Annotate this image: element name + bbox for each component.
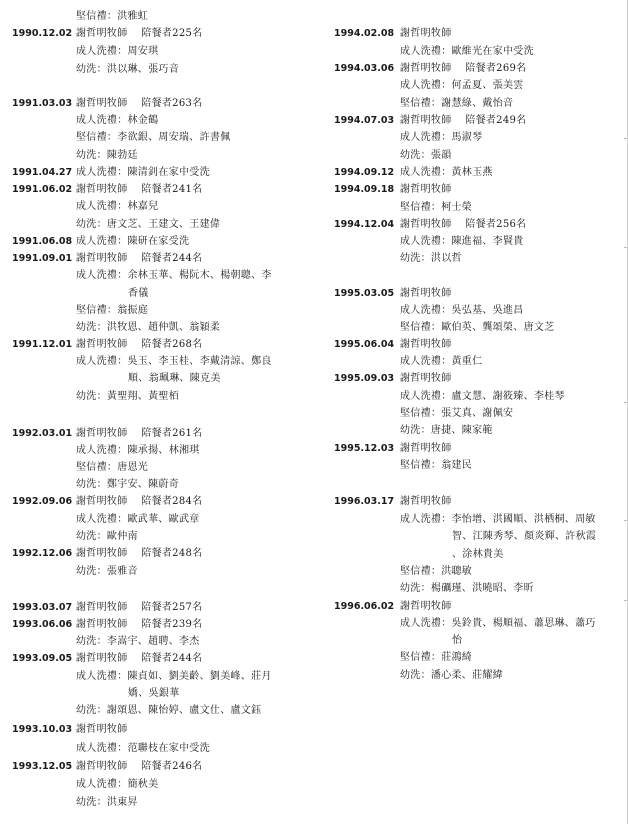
entry-text: 成人洗禮：陳貞如、劉美齡、劉美峰、莊月 <box>76 671 272 682</box>
entry-date: 1996.03.17 <box>334 496 395 507</box>
entry-text: 謝哲明牧師 <box>400 28 452 39</box>
entry-text: 幼洗：鄭宇安、陳蔚奇 <box>76 479 179 490</box>
entry-text: 謝哲明牧師 陪餐者263名 <box>76 98 203 109</box>
entry-text: 謝哲明牧師 陪餐者241名 <box>76 184 203 195</box>
scan-mark <box>624 520 627 521</box>
entry-text: 幼洗：黃聖翔、黃聖栢 <box>76 391 179 402</box>
entry-text: 謝哲明牧師 <box>400 288 452 299</box>
entry-date: 1991.12.01 <box>12 339 73 350</box>
entry-text: 成人洗禮：盧文慧、謝筱臻、李桂琴 <box>400 391 565 402</box>
entry-text: 謝哲明牧師 <box>400 184 452 195</box>
entry-text: 幼洗：歐仲南 <box>76 531 138 542</box>
entry-text: 謝哲明牧師 <box>400 339 452 350</box>
entry-date: 1991.03.03 <box>12 98 73 109</box>
entry-date: 1992.03.01 <box>12 428 73 439</box>
entry-date: 1995.06.04 <box>334 339 395 350</box>
entry-text: 幼洗：洪東昇 <box>76 797 138 808</box>
entry-text: 謝哲明牧師 陪餐者249名 <box>400 115 527 126</box>
scan-mark <box>624 600 627 601</box>
entry-text: 成人洗禮：吳鈴貴、楊順福、蕭思琳、蕭巧 <box>400 618 596 629</box>
entry-text: 堅信禮：洪雅虹 <box>76 11 149 22</box>
entry-date: 1994.02.08 <box>334 28 395 39</box>
entry-text: 堅信禮：洪聰敏 <box>400 566 473 577</box>
entry-text: 成人洗禮：范聯枝在家中受洗 <box>76 743 210 754</box>
entry-date: 1992.12.06 <box>12 548 73 559</box>
entry-text: 謝哲明牧師 <box>400 443 452 454</box>
entry-text: 幼洗：李嵩宇、趙聘、李杰 <box>76 636 200 647</box>
entry-text: 成人洗禮：余林玉華、楊阮木、楊朝聰、李 <box>76 270 272 281</box>
entry-text: 成人洗禮：黃林玉燕 <box>400 167 493 178</box>
entry-date: 1994.07.03 <box>334 115 395 126</box>
scan-mark <box>624 247 627 248</box>
entry-text: 謝哲明牧師 <box>400 496 452 507</box>
entry-text: 成人洗禮：何孟夏、張美雲 <box>400 80 524 91</box>
scan-mark <box>624 402 627 403</box>
entry-text: 幼洗：張韻 <box>400 150 452 161</box>
entry-date: 1991.09.01 <box>12 253 73 264</box>
entry-text: 謝哲明牧師 陪餐者244名 <box>76 253 203 264</box>
entry-text: 成人洗禮：林嘉兒 <box>76 201 159 212</box>
entry-date: 1993.12.05 <box>12 761 73 772</box>
entry-date: 1993.03.07 <box>12 602 73 613</box>
entry-text: 成人洗禮：林金鶴 <box>76 115 159 126</box>
entry-date: 1993.09.05 <box>12 653 73 664</box>
entry-text: 幼洗：唐文芝、王建文、王建偉 <box>76 219 221 230</box>
entry-text: 幼洗：楊礪瑾、洪曉昭、李昕 <box>400 583 534 594</box>
entry-text: 謝哲明牧師 陪餐者225名 <box>76 28 203 39</box>
entry-date: 1995.03.05 <box>334 288 395 299</box>
entry-text: 成人洗禮：黃重仁 <box>400 356 483 367</box>
entry-text: 幼洗：唐捷、陳家範 <box>400 425 493 436</box>
entry-text: 成人洗禮：李怡增、洪國順、洪栖桐、周敏 <box>400 514 596 525</box>
entry-continuation: 、涂林貴美 <box>452 549 504 560</box>
entry-text: 幼洗：洪以哲 <box>400 253 462 264</box>
entry-text: 幼洗：張雅音 <box>76 566 138 577</box>
entry-text: 謝哲明牧師 陪餐者261名 <box>76 428 203 439</box>
entry-text: 成人洗禮：陳承揚、林湘琪 <box>76 445 200 456</box>
entry-text: 幼洗：陳勃廷 <box>76 150 138 161</box>
entry-text: 成人洗禮：吳弘基、吳進昌 <box>400 305 524 316</box>
entry-text: 謝哲明牧師 陪餐者268名 <box>76 339 203 350</box>
entry-date: 1996.06.02 <box>334 601 395 612</box>
entry-date: 1995.12.03 <box>334 443 395 454</box>
entry-date: 1991.06.08 <box>12 236 73 247</box>
entry-text: 謝哲明牧師 陪餐者239名 <box>76 619 203 630</box>
entry-text: 成人洗禮：周安琪 <box>76 46 159 57</box>
entry-continuation: 智、江陳秀琴、顏炎輝、許秋霞 <box>452 531 597 542</box>
entry-text: 成人洗禮：馬淑琴 <box>400 132 483 143</box>
scan-mark <box>624 138 627 139</box>
entry-text: 謝哲明牧師 陪餐者244名 <box>76 653 203 664</box>
entry-date: 1991.04.27 <box>12 167 73 178</box>
entry-date: 1992.09.06 <box>12 496 73 507</box>
entry-text: 謝哲明牧師 陪餐者248名 <box>76 548 203 559</box>
entry-date: 1991.06.02 <box>12 184 73 195</box>
entry-text: 堅信禮：歐伯英、龔頌榮、唐文芝 <box>400 322 555 333</box>
entry-text: 堅信禮：莊鴻綺 <box>400 652 473 663</box>
entry-continuation: 嬌、吳銀華 <box>128 688 180 699</box>
entry-date: 1994.12.04 <box>334 219 395 230</box>
entry-text: 堅信禮：翁建民 <box>400 460 473 471</box>
entry-text: 幼洗：謝頌恩、陳怡婷、盧文仕、盧文鈺 <box>76 705 262 716</box>
entry-date: 1993.10.03 <box>12 724 73 735</box>
entry-text: 成人洗禮：陳進福、李賢貴 <box>400 236 524 247</box>
entry-date: 1994.09.18 <box>334 184 395 195</box>
entry-text: 謝哲明牧師 <box>400 373 452 384</box>
entry-text: 堅信禮：唐恩光 <box>76 462 149 473</box>
entry-text: 成人洗禮：歐維光在家中受洗 <box>400 46 534 57</box>
entry-text: 堅信禮：張艾真、謝佩安 <box>400 408 514 419</box>
entry-text: 謝哲明牧師 陪餐者246名 <box>76 761 203 772</box>
entry-text: 成人洗禮：陳清釗在家中受洗 <box>76 167 210 178</box>
entry-text: 幼洗：洪牧恩、趙仲凱、翁穎柔 <box>76 322 221 333</box>
entry-text: 堅信禮：李欲銀、周安瑞、許書佩 <box>76 132 231 143</box>
entry-text: 謝哲明牧師 <box>76 724 128 735</box>
entry-date: 1995.09.03 <box>334 373 395 384</box>
entry-text: 成人洗禮：歐武華、歐武章 <box>76 514 200 525</box>
entry-text: 堅信禮：謝慧綠、戴怡音 <box>400 98 514 109</box>
entry-text: 謝哲明牧師 陪餐者269名 <box>400 63 527 74</box>
entry-continuation: 香儀 <box>128 288 149 299</box>
entry-text: 謝哲明牧師 陪餐者256名 <box>400 219 527 230</box>
entry-text: 幼洗：潘心柔、莊耀緯 <box>400 670 503 681</box>
entry-continuation: 怡 <box>452 635 463 646</box>
entry-text: 成人洗禮：吳玉、李玉桂、李戴清諒、鄭良 <box>76 356 272 367</box>
entry-text: 謝哲明牧師 <box>400 601 452 612</box>
entry-text: 成人洗禮：簡秋美 <box>76 779 159 790</box>
entry-text: 謝哲明牧師 陪餐者257名 <box>76 602 203 613</box>
entry-text: 成人洗禮：陳研在家受洗 <box>76 236 190 247</box>
entry-date: 1994.09.12 <box>334 167 395 178</box>
entry-date: 1990.12.02 <box>12 28 73 39</box>
entry-date: 1993.06.06 <box>12 619 73 630</box>
entry-text: 幼洗：洪以琳、張巧音 <box>76 64 179 75</box>
entry-date: 1994.03.06 <box>334 63 395 74</box>
entry-continuation: 順、翁珮琳、陳克美 <box>128 373 221 384</box>
entry-text: 謝哲明牧師 陪餐者284名 <box>76 496 203 507</box>
entry-text: 堅信禮：翁振庭 <box>76 305 149 316</box>
entry-text: 堅信禮：柯士榮 <box>400 202 473 213</box>
